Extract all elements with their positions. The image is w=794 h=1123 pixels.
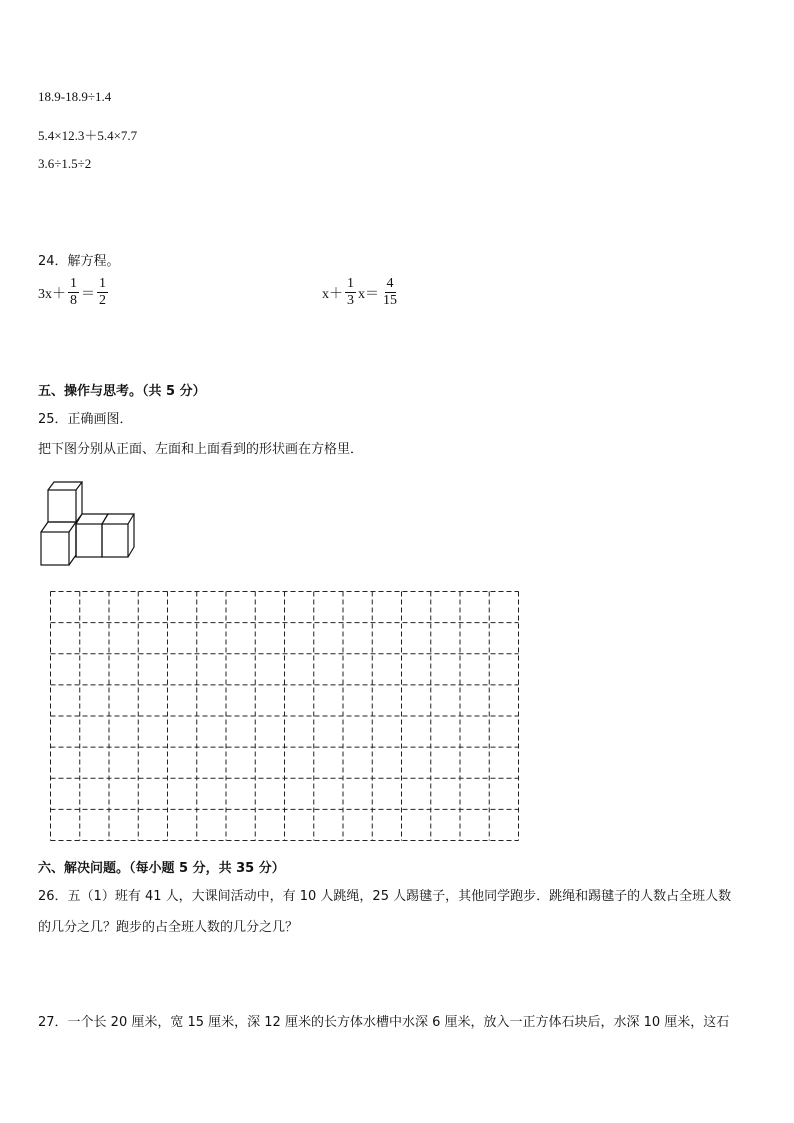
eq1-f2-denominator: 2 [99,293,106,308]
eq1-fraction-2 [97,276,108,309]
eq2-f2-denominator: 15 [383,293,397,308]
eq2-f2-numerator: 4 [386,276,394,291]
cube-figure [38,476,138,570]
eq2-middle: x＝ [358,286,379,302]
eq1-equals: ＝ [81,286,95,302]
section-6-title: 六、解决问题。（每小题 5 分，共 35 分） [38,861,285,876]
calc-line-1: 18.9-18.9÷1.4 [38,89,112,104]
q25-instruction: 把下图分别从正面、左面和上面看到的形状画在方格里． [38,442,364,457]
cube-bottom-middle [76,514,108,557]
eq1-f1-denominator: 8 [70,293,77,308]
eq2-prefix: x＋ [322,286,343,302]
eq2-fraction-2 [381,276,399,309]
q27-line-1: 27．一个长 20 厘米，宽 15 厘米，深 12 厘米的长方体水槽中水深 6 厘米，放入一正方体石块后，水深 10 厘米，这石 [38,1015,730,1030]
eq1-prefix: 3x＋ [38,286,66,302]
calc-line-2: 5.4×12.3＋5.4×7.7 [38,128,138,143]
section-5-title: 五、操作与思考。（共 5 分） [38,384,206,399]
drawing-grid[interactable] [50,591,520,842]
eq2-fraction-1 [345,276,356,309]
calc-line-3: 3.6÷1.5÷2 [38,156,92,171]
eq1-f1-numerator: 1 [70,276,77,291]
eq2-f1-denominator: 3 [347,293,354,308]
equation-2 [322,276,401,309]
q26-line-2: 的几分之几？跑步的占全班人数的几分之几？ [38,920,299,935]
cube-bottom-right [102,514,134,557]
q24-title: 24．解方程。 [38,254,120,269]
q25-title: 25．正确画图． [38,412,133,427]
equation-1 [38,276,110,309]
cube-bottom-left [41,522,76,565]
eq2-f1-numerator: 1 [347,276,354,291]
eq1-f2-numerator: 1 [99,276,106,291]
eq1-fraction-1 [68,276,79,309]
cube-top [48,482,82,522]
q26-line-1: 26．五（1）班有 41 人，大课间活动中，有 10 人跳绳，25 人踢毽子，其他同学跑步．跳绳和踢毽子的人数占全班人数 [38,889,732,904]
